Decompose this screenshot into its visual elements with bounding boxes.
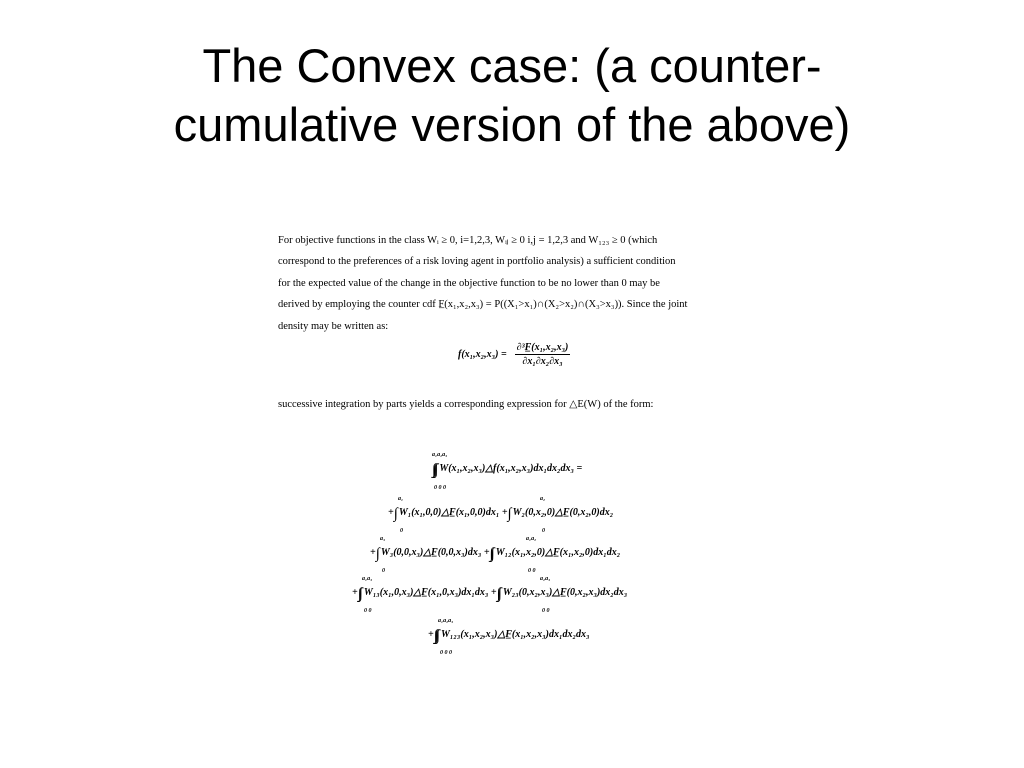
lower-limit: 0 xyxy=(382,568,385,574)
paragraph-line: density may be written as: xyxy=(278,320,389,332)
expansion-term: W₃(0,0,x₃)△F̲(0,0,x₃)dx₃ xyxy=(380,547,482,558)
expansion-term: W(x₁,x₂,x₃)△f(x₁,x₂,x₃)dx₁dx₂dx₃ = xyxy=(439,463,583,474)
successive-integration-text: successive integration by parts yields a corresponding expression for △E(W) of the form: xyxy=(278,399,654,410)
pasted-equation-image xyxy=(272,222,764,670)
slide-title-line-1: The Convex case: (a counter- xyxy=(202,39,822,92)
upper-limit: a₁a₂ xyxy=(526,536,537,542)
paragraph-line: correspond to the preferences of a risk loving agent in portfolio analysis) a sufficient condition xyxy=(278,256,676,268)
double-integral-icon: ∫∫ xyxy=(489,546,492,562)
lower-limit: 0 0 xyxy=(528,568,536,574)
expansion-line-5 xyxy=(428,628,589,645)
plus-sign: + xyxy=(388,507,394,518)
expansion-line-1 xyxy=(432,462,582,479)
lower-limit: 0 0 0 xyxy=(440,650,452,656)
expansion-line-3 xyxy=(370,546,620,563)
integral-icon: ∫ xyxy=(393,506,395,522)
lower-limit: 0 xyxy=(542,528,545,534)
upper-limit: a₃ xyxy=(380,536,386,542)
lower-limit: 0 0 xyxy=(364,608,372,614)
expansion-term: W₁(x₁,0,0)△F̲(x₁,0,0)dx₁ xyxy=(398,507,500,518)
integral-icon: ∫ xyxy=(375,546,377,562)
plus-sign: + xyxy=(490,587,497,598)
upper-limit: a₁ xyxy=(398,496,404,502)
integral-icon: ∫ xyxy=(507,506,509,522)
expansion-term: W₁₃(x₁,0,x₃)△F̲(x₁,0,x₃)dx₁dx₃ xyxy=(363,587,489,598)
density-lhs: f(x₁,x₂,x₃) = xyxy=(458,349,507,360)
double-integral-icon: ∫∫ xyxy=(357,586,360,602)
density-numerator: ∂³F̲(x₁,x₂,x₃) xyxy=(516,342,569,353)
expansion-line-4 xyxy=(352,586,627,603)
density-denominator: ∂x₁∂x₂∂x₃ xyxy=(522,356,563,367)
expansion-term: W₂₃(0,x₂,x₃)△F̲(0,x₂,x₃)dx₂dx₃ xyxy=(502,587,628,598)
joint-density-formula xyxy=(458,342,570,367)
intro-paragraph xyxy=(278,230,762,337)
plus-sign: + xyxy=(501,507,508,518)
paragraph-line: for the expected value of the change in the objective function to be no lower than 0 may be xyxy=(278,277,660,289)
double-integral-icon: ∫∫ xyxy=(496,586,499,602)
lower-limit: 0 xyxy=(400,528,403,534)
expansion-term: W₁₂(x₁,x₂,0)△F̲(x₁,x₂,0)dx₁dx₂ xyxy=(495,547,621,558)
expansion-line-2 xyxy=(388,506,613,523)
plus-sign: + xyxy=(483,547,490,558)
paragraph-line: For objective functions in the class Wᵢ ≥ 0, i=1,2,3, Wᵢⱼ ≥ 0 i,j = 1,2,3 and W₁₂₃ ≥ 0 (which xyxy=(278,235,658,246)
plus-sign: + xyxy=(428,629,434,640)
slide-title xyxy=(0,36,1024,154)
slide-title-line-2: cumulative version of the above) xyxy=(173,98,851,151)
upper-limit: a₂a₃ xyxy=(540,576,551,582)
triple-integral-icon: ∫∫∫ xyxy=(432,462,436,478)
plus-sign: + xyxy=(370,547,376,558)
upper-limit: a₁a₃ xyxy=(362,576,373,582)
lower-limit: 0 0 0 xyxy=(434,485,446,491)
paragraph-line: derived by employing the counter cdf F̲(x₁,x₂,x₃) = P((X₁>x₁)∩(X₂>x₂)∩(X₃>x₃)). Since the joint xyxy=(278,299,688,311)
expansion-term: W₁₂₃(x₁,x₂,x₃)△F̲(x₁,x₂,x₃)dx₁dx₂dx₃ xyxy=(441,629,590,640)
upper-limit: a₁a₂a₃ xyxy=(432,452,448,458)
triple-integral-icon: ∫∫∫ xyxy=(433,628,438,644)
expansion-term: W₂(0,x₂,0)△F̲(0,x₂,0)dx₂ xyxy=(512,507,614,518)
plus-sign: + xyxy=(352,587,358,598)
upper-limit: a₁a₂a₃ xyxy=(438,618,454,624)
lower-limit: 0 0 xyxy=(542,608,550,614)
density-fraction xyxy=(515,342,571,367)
upper-limit: a₂ xyxy=(540,496,546,502)
